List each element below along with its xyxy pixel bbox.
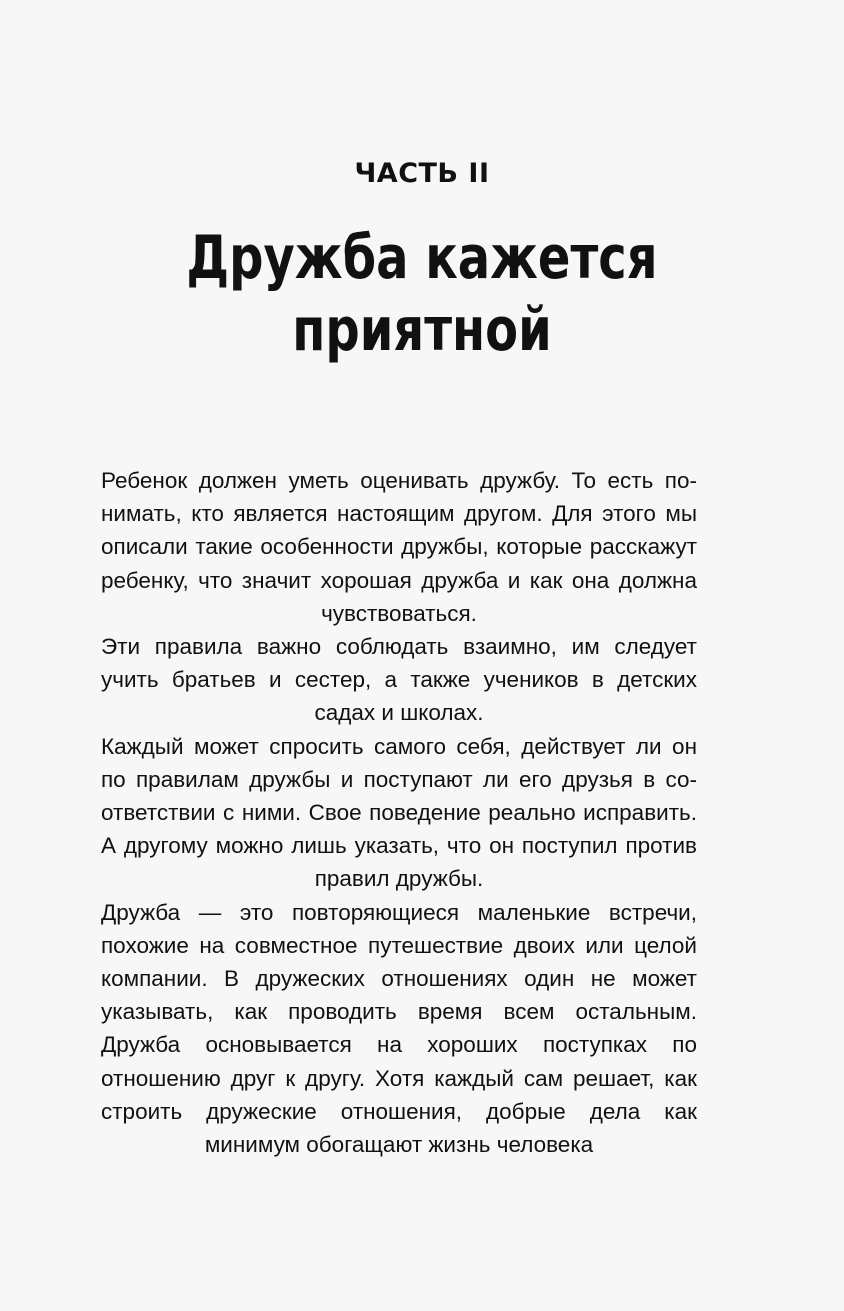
part-label: ЧАСТЬ II <box>354 158 490 189</box>
chapter-title-line-2: приятной <box>292 295 552 365</box>
paragraph-2: Эти правила важно соблюдать взаимно, им следует учить братьев и сестер, а также учеников в детских садах и школах. <box>101 634 697 726</box>
paragraph-1: Ребенок должен уметь оценивать дружбу. То есть понимать, кто является настоящим другом. Для этого мы описали такие особенности дружбы, которые расскажут ребенку, что значит хорошая дружба и как она должна чувствоваться. <box>101 468 697 626</box>
chapter-title <box>84 222 759 366</box>
paragraph-3: Каждый может спросить самого себя, действует ли он по правилам дружбы и поступают ли его друзья в соответствии с ними. Свое поведение реально исправить. А другому можно лишь указать, что он поступил против правил дружбы. <box>101 733 697 892</box>
body-text <box>101 464 697 1161</box>
chapter-title-line-1: Дружба кажется <box>186 223 658 293</box>
paragraph-4: Дружба — это повторяющиеся маленькие встречи, похожие на совместное путешествие двоих или целой компании. В дружеских отношениях один не может указывать, как проводить время всем остальным. Дружба основывается на хороших поступках по отношению друг к другу. Хотя каждый сам решает, как строить дружеские отношения, добрые дела как минимум обогащают жизнь человека <box>101 899 697 1158</box>
